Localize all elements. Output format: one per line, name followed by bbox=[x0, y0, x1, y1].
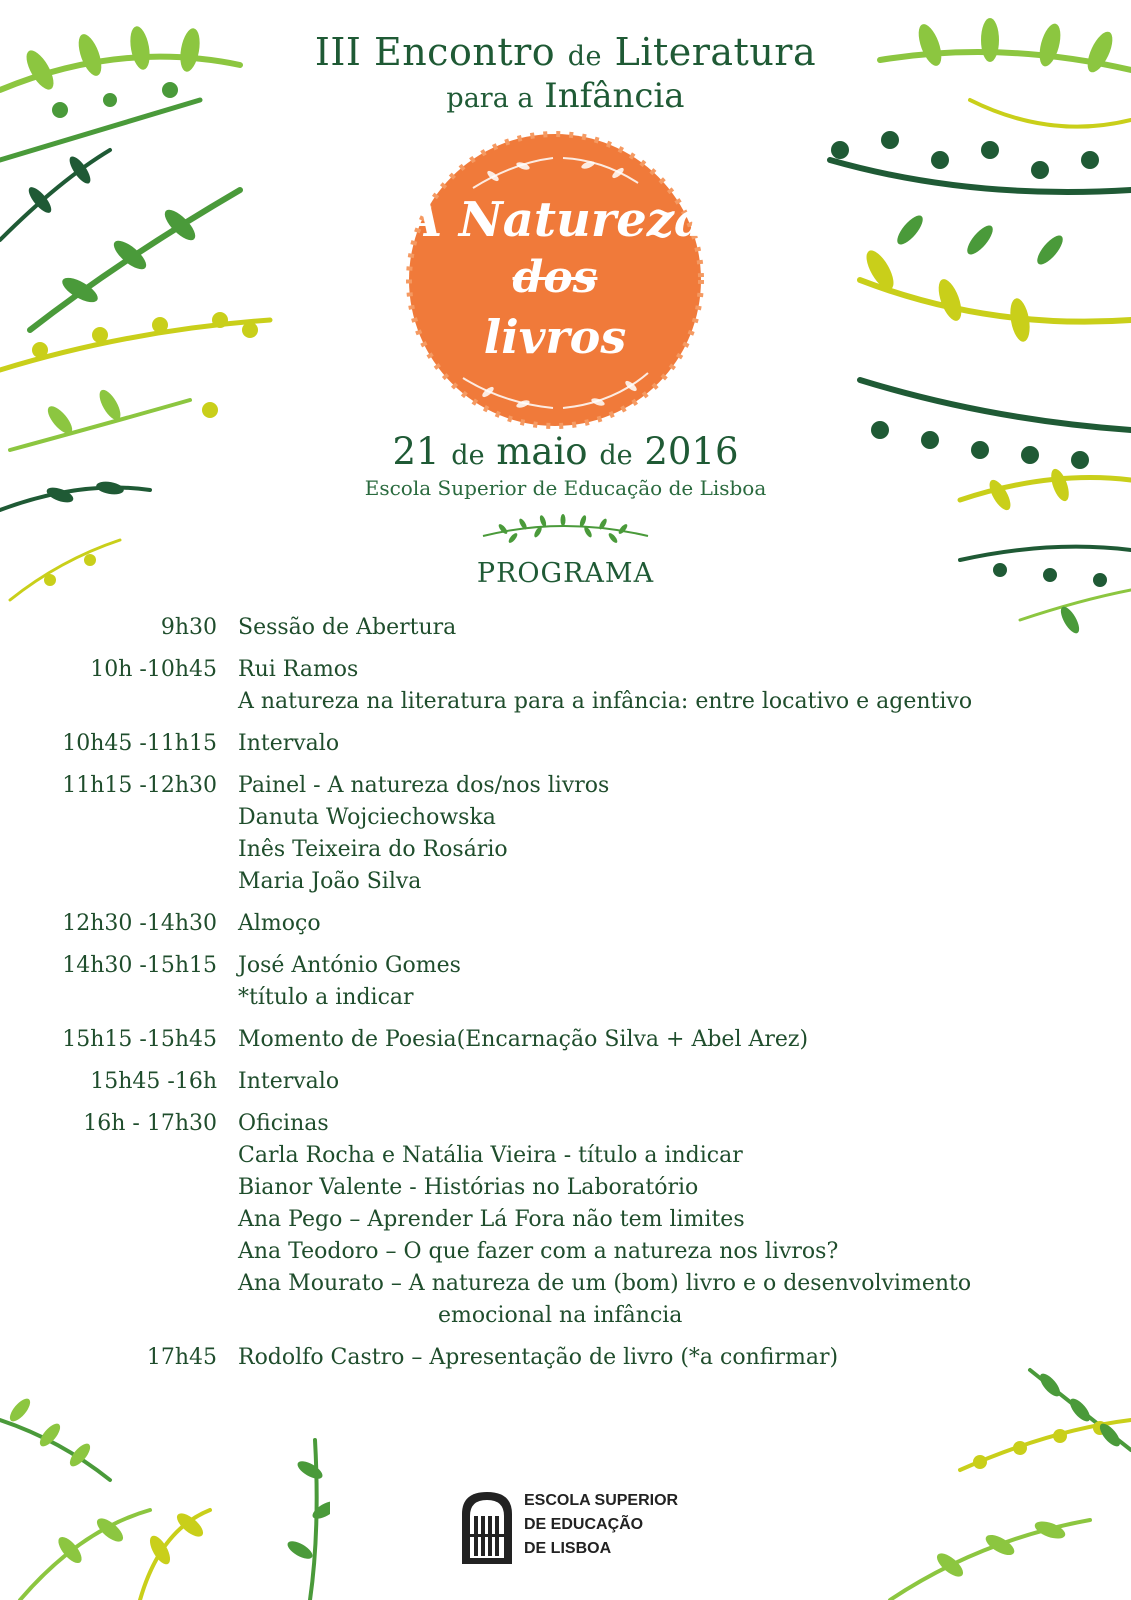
program-heading: PROGRAMA bbox=[476, 558, 655, 589]
schedule-detail-line: Ana Mourato – A natureza de um (bom) livro e o desenvolvimento bbox=[238, 1271, 972, 1296]
schedule-list bbox=[0, 612, 1131, 1384]
schedule-detail-line: *título a indicar bbox=[238, 985, 414, 1010]
schedule-details bbox=[238, 770, 1131, 898]
schedule-time: 16h - 17h30 bbox=[83, 1111, 217, 1136]
school-logo bbox=[458, 1488, 688, 1568]
event-date bbox=[0, 430, 1131, 473]
schedule-row bbox=[0, 1342, 1131, 1374]
schedule-details bbox=[238, 1108, 1131, 1332]
schedule-time: 11h15 -12h30 bbox=[62, 773, 217, 798]
schedule-detail-line: Inês Teixeira do Rosário bbox=[238, 837, 508, 862]
schedule-time: 9h30 bbox=[160, 615, 217, 640]
event-title-line1 bbox=[0, 30, 1131, 74]
schedule-time: 10h -10h45 bbox=[90, 657, 217, 682]
schedule-detail-line: Maria João Silva bbox=[238, 869, 422, 894]
badge-title-line1: A Natureza bbox=[404, 192, 706, 248]
logo-text-line2: DE EDUCAÇÃO bbox=[524, 1516, 644, 1533]
schedule-details bbox=[238, 1342, 1131, 1374]
schedule-detail-line: Momento de Poesia(Encarnação Silva + Abel Arez) bbox=[238, 1027, 809, 1052]
schedule-detail-line: Oficinas bbox=[238, 1111, 329, 1136]
date-day: 21 bbox=[392, 430, 440, 473]
badge-title-line3: livros bbox=[483, 310, 627, 364]
schedule-detail-line: Intervalo bbox=[238, 731, 340, 756]
branch-divider-icon bbox=[478, 514, 653, 552]
schedule-time: 17h45 bbox=[146, 1345, 217, 1370]
schedule-row bbox=[0, 728, 1131, 760]
schedule-details bbox=[238, 728, 1131, 760]
event-title-line2 bbox=[0, 76, 1131, 116]
schedule-detail-line: Almoço bbox=[238, 911, 321, 936]
schedule-detail-line: José António Gomes bbox=[238, 953, 461, 978]
event-venue: Escola Superior de Educação de Lisboa bbox=[364, 476, 767, 500]
date-month: maio bbox=[496, 430, 588, 473]
schedule-detail-line: Danuta Wojciechowska bbox=[238, 805, 496, 830]
schedule-row bbox=[0, 1108, 1131, 1332]
schedule-detail-line: Sessão de Abertura bbox=[238, 615, 457, 640]
title-part: Literatura bbox=[614, 30, 817, 74]
title-part: Infância bbox=[544, 76, 685, 116]
school-emblem-icon bbox=[458, 1488, 516, 1568]
schedule-row bbox=[0, 770, 1131, 898]
schedule-details bbox=[238, 908, 1131, 940]
schedule-time: 15h15 -15h45 bbox=[62, 1027, 217, 1052]
schedule-row bbox=[0, 612, 1131, 644]
date-year: 2016 bbox=[644, 430, 739, 473]
schedule-row bbox=[0, 950, 1131, 1014]
schedule-detail-line: Rui Ramos bbox=[238, 657, 359, 682]
schedule-details bbox=[238, 950, 1131, 1014]
schedule-details bbox=[238, 654, 1131, 718]
date-connector: de bbox=[451, 440, 485, 471]
foliage-bottom-left-decoration bbox=[0, 1360, 330, 1600]
schedule-row bbox=[0, 1066, 1131, 1098]
schedule-detail-line: Bianor Valente - Histórias no Laboratório bbox=[238, 1175, 699, 1200]
schedule-detail-line: Ana Pego – Aprender Lá Fora não tem limites bbox=[238, 1207, 745, 1232]
logo-text-line1: ESCOLA SUPERIOR bbox=[524, 1492, 679, 1509]
schedule-detail-line: Painel - A natureza dos/nos livros bbox=[238, 773, 610, 798]
schedule-details bbox=[238, 612, 1131, 644]
schedule-detail-line: A natureza na literatura para a infância: entre locativo e agentivo bbox=[238, 689, 973, 714]
schedule-row bbox=[0, 1024, 1131, 1056]
title-part: para a bbox=[446, 83, 534, 114]
badge-title-line2: dos bbox=[512, 252, 598, 303]
schedule-time: 14h30 -15h15 bbox=[62, 953, 217, 978]
schedule-detail-line: Intervalo bbox=[238, 1069, 340, 1094]
logo-text-line3: DE LISBOA bbox=[524, 1540, 612, 1557]
schedule-time: 12h30 -14h30 bbox=[62, 911, 217, 936]
schedule-row bbox=[0, 908, 1131, 940]
date-connector: de bbox=[599, 440, 633, 471]
schedule-details bbox=[238, 1024, 1131, 1056]
schedule-detail-line: Carla Rocha e Natália Vieira - título a indicar bbox=[238, 1143, 743, 1168]
title-part: de bbox=[567, 41, 602, 72]
schedule-detail-line: Rodolfo Castro – Apresentação de livro (*a confirmar) bbox=[238, 1345, 839, 1370]
schedule-detail-line: emocional na infância bbox=[438, 1303, 683, 1328]
foliage-bottom-right-decoration bbox=[830, 1350, 1131, 1600]
schedule-time: 15h45 -16h bbox=[90, 1069, 217, 1094]
schedule-details bbox=[238, 1066, 1131, 1098]
schedule-detail-line: Ana Teodoro – O que fazer com a natureza nos livros? bbox=[238, 1239, 839, 1264]
title-part: III Encontro bbox=[314, 30, 556, 74]
schedule-row bbox=[0, 654, 1131, 718]
schedule-time: 10h45 -11h15 bbox=[62, 731, 217, 756]
